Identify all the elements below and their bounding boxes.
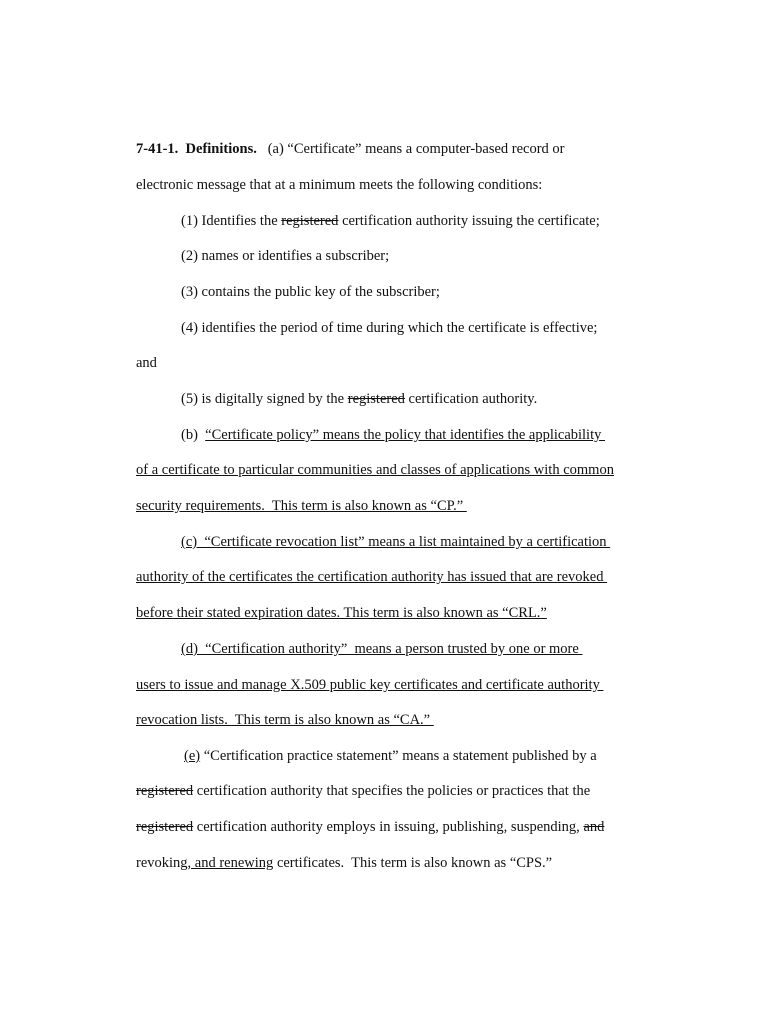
inserted-text: , and renewing — [187, 855, 274, 871]
condition-3: (3) contains the public key of the subscriber; — [181, 284, 440, 300]
section-number: 7-41-1. — [136, 141, 179, 157]
inserted-text: “Certificate policy” means the policy that identifies the applicability — [205, 427, 605, 443]
definition-d-line-3: revocation lists. This term is also known as “CA.” — [136, 712, 434, 728]
condition-4: (4) identifies the period of time during which the certificate is effective; — [181, 320, 598, 336]
condition-4-continuation: and — [136, 355, 157, 371]
definition-e-line-1: (e) “Certification practice statement” means a statement published by a — [184, 748, 597, 764]
deleted-text: registered — [281, 213, 339, 229]
definition-a-line-1 — [136, 140, 565, 158]
condition-5: (5) is digitally signed by the registered certification authority. — [181, 391, 538, 407]
deleted-text: registered — [347, 391, 405, 407]
definition-c-line-1: (c) “Certificate revocation list” means a list maintained by a certification — [181, 534, 611, 550]
section-heading: Definitions. — [185, 141, 257, 157]
definition-a-line-2: electronic message that at a minimum meets the following conditions: — [136, 177, 543, 193]
definition-e-line-4: revoking, and renewing certificates. This term is also known as “CPS.” — [136, 855, 553, 871]
definition-b-line-1 — [181, 426, 605, 444]
definition-c-line-3: before their stated expiration dates. This term is also known as “CRL.” — [136, 605, 547, 621]
definition-e-line-2: registered certification authority that specifies the policies or practices that the — [136, 783, 591, 799]
definition-e-line-3: registered certification authority employs in issuing, publishing, suspending, and — [136, 819, 605, 835]
definition-b-line-2: of a certificate to particular communities and classes of applications with common — [136, 462, 614, 478]
definition-e-label: (e) — [184, 748, 201, 764]
definition-a-text: (a) “Certificate” means a computer-based record or — [267, 141, 565, 157]
condition-1: (1) Identifies the registered certification authority issuing the certificate; — [181, 213, 600, 229]
deleted-text: registered — [136, 819, 194, 835]
deleted-text: registered — [136, 783, 194, 799]
definition-c-line-2: authority of the certificates the certification authority has issued that are revoked — [136, 569, 608, 585]
definition-b-label: (b) — [181, 427, 206, 443]
condition-2: (2) names or identifies a subscriber; — [181, 248, 390, 264]
deleted-text: and — [583, 819, 605, 835]
definition-b-line-3: security requirements. This term is also known as “CP.” — [136, 498, 467, 514]
definition-d-line-2: users to issue and manage X.509 public key certificates and certificate authority — [136, 677, 604, 693]
definition-d-line-1: (d) “Certification authority” means a person trusted by one or more — [181, 641, 583, 657]
